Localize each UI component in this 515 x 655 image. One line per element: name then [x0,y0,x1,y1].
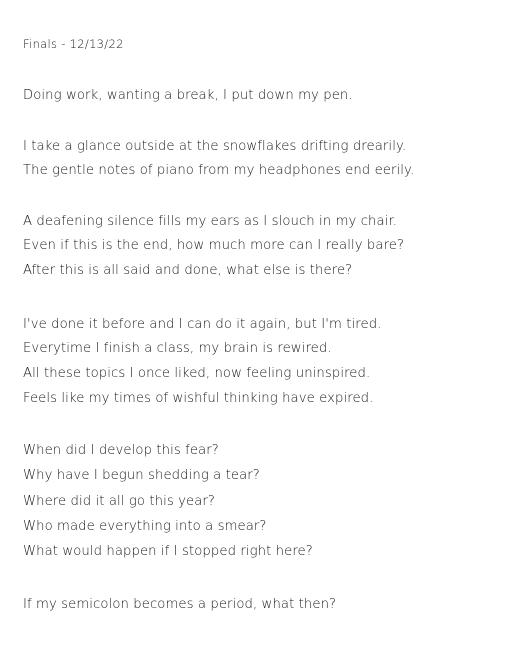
poem-line: Doing work, wanting a break, I put down my pen. [23,88,353,103]
poem-line: Feels like my times of wishful thinking have expired. [23,391,374,406]
poem-line: Where did it all go this year? [23,494,216,509]
poem-line: I've done it before and I can do it again, but I'm tired. [23,317,382,332]
poem-line: The gentle notes of piano from my headphones end eerily. [23,163,415,178]
poem-line: Even if this is the end, how much more can I really bare? [23,238,405,253]
poem-title: Finals - 12/13/22 [23,37,124,51]
poem-line: All these topics I once liked, now feeling uninspired. [23,366,371,381]
poem-line: Who made everything into a smear? [23,519,267,534]
poem-line: Why have I begun shedding a tear? [23,468,260,483]
poem-line: If my semicolon becomes a period, what then? [23,597,337,612]
poem-line: When did I develop this fear? [23,443,219,458]
poem-line: Everytime I finish a class, my brain is rewired. [23,341,332,356]
poem-line: I take a glance outside at the snowflakes drifting drearily. [23,139,407,154]
poem-line: After this is all said and done, what else is there? [23,263,353,278]
poem-line: A deafening silence fills my ears as I slouch in my chair. [23,214,398,229]
poem-line: What would happen if I stopped right here? [23,544,313,559]
